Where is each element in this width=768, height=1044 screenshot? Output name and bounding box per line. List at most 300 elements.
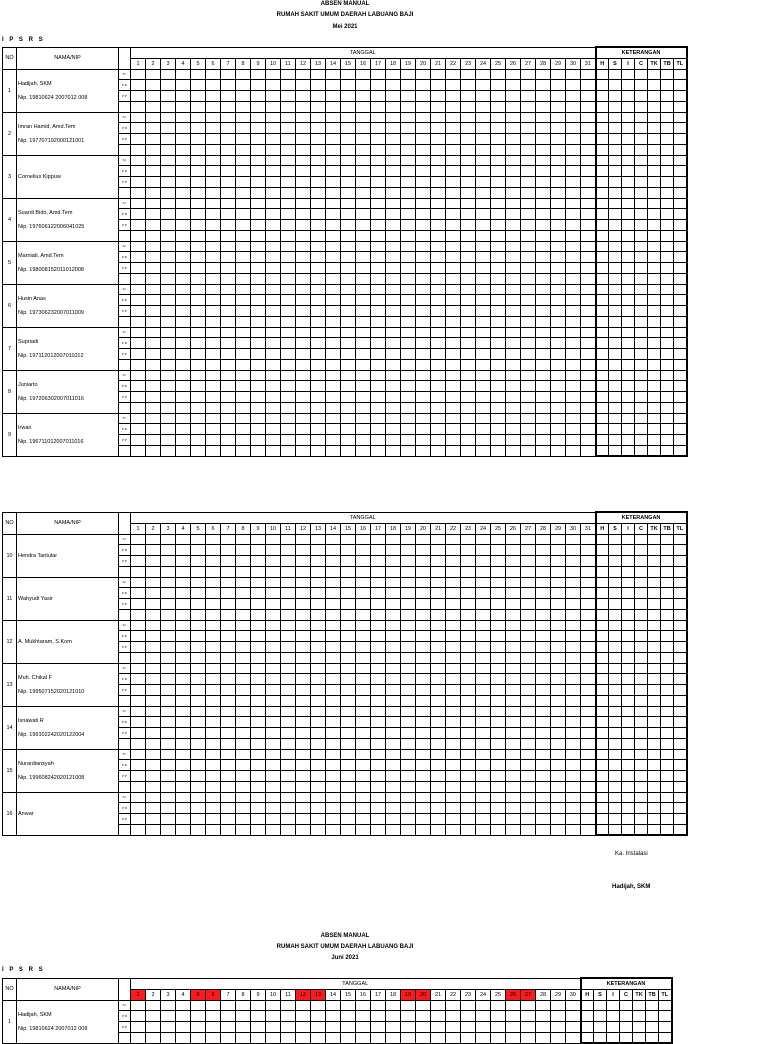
- ket-cell[interactable]: [674, 803, 687, 814]
- attendance-cell[interactable]: [326, 209, 341, 220]
- attendance-cell[interactable]: [476, 306, 491, 317]
- attendance-cell[interactable]: [146, 577, 161, 588]
- ket-cell[interactable]: [674, 327, 687, 338]
- attendance-cell[interactable]: [506, 620, 521, 631]
- attendance-cell[interactable]: [146, 413, 161, 424]
- attendance-cell[interactable]: [266, 349, 281, 360]
- attendance-cell[interactable]: [191, 814, 206, 825]
- attendance-cell[interactable]: [146, 1000, 161, 1011]
- attendance-cell[interactable]: [491, 424, 506, 435]
- ket-cell[interactable]: [648, 338, 661, 349]
- ket-cell[interactable]: [635, 652, 648, 663]
- attendance-cell[interactable]: [221, 155, 236, 166]
- attendance-cell[interactable]: [311, 144, 326, 155]
- attendance-cell[interactable]: [341, 295, 356, 306]
- ket-cell[interactable]: [596, 370, 609, 381]
- ket-cell[interactable]: [609, 241, 622, 252]
- attendance-cell[interactable]: [296, 155, 311, 166]
- ket-cell[interactable]: [674, 381, 687, 392]
- attendance-cell[interactable]: [386, 534, 401, 545]
- ket-cell[interactable]: [674, 273, 687, 284]
- attendance-cell[interactable]: [236, 273, 251, 284]
- attendance-cell[interactable]: [566, 599, 581, 610]
- attendance-cell[interactable]: [401, 402, 416, 413]
- attendance-cell[interactable]: [461, 198, 476, 209]
- attendance-cell[interactable]: [446, 263, 461, 274]
- attendance-cell[interactable]: [491, 824, 506, 835]
- ket-cell[interactable]: [635, 134, 648, 145]
- attendance-cell[interactable]: [236, 187, 251, 198]
- attendance-cell[interactable]: [236, 824, 251, 835]
- attendance-cell[interactable]: [491, 631, 506, 642]
- attendance-cell[interactable]: [356, 155, 371, 166]
- attendance-cell[interactable]: [341, 316, 356, 327]
- attendance-cell[interactable]: [266, 566, 281, 577]
- attendance-cell[interactable]: [461, 252, 476, 263]
- attendance-cell[interactable]: [161, 187, 176, 198]
- attendance-cell[interactable]: [521, 803, 536, 814]
- ket-cell[interactable]: [596, 814, 609, 825]
- ket-cell[interactable]: [674, 566, 687, 577]
- attendance-cell[interactable]: [236, 1000, 251, 1011]
- attendance-cell[interactable]: [311, 284, 326, 295]
- attendance-cell[interactable]: [176, 609, 191, 620]
- attendance-cell[interactable]: [296, 824, 311, 835]
- ket-cell[interactable]: [596, 306, 609, 317]
- attendance-cell[interactable]: [431, 781, 446, 792]
- attendance-cell[interactable]: [431, 760, 446, 771]
- attendance-cell[interactable]: [131, 728, 146, 739]
- ket-cell[interactable]: [648, 101, 661, 112]
- attendance-cell[interactable]: [251, 370, 266, 381]
- attendance-cell[interactable]: [416, 1011, 431, 1022]
- attendance-cell[interactable]: [221, 370, 236, 381]
- ket-cell[interactable]: [648, 738, 661, 749]
- attendance-cell[interactable]: [191, 1022, 206, 1033]
- attendance-cell[interactable]: [506, 327, 521, 338]
- attendance-cell[interactable]: [296, 101, 311, 112]
- attendance-cell[interactable]: [236, 402, 251, 413]
- attendance-cell[interactable]: [176, 556, 191, 567]
- ket-cell[interactable]: [609, 370, 622, 381]
- attendance-cell[interactable]: [131, 620, 146, 631]
- attendance-cell[interactable]: [326, 327, 341, 338]
- attendance-cell[interactable]: [221, 252, 236, 263]
- attendance-cell[interactable]: [131, 252, 146, 263]
- attendance-cell[interactable]: [581, 241, 596, 252]
- attendance-cell[interactable]: [341, 620, 356, 631]
- attendance-cell[interactable]: [146, 241, 161, 252]
- attendance-cell[interactable]: [266, 241, 281, 252]
- attendance-cell[interactable]: [566, 359, 581, 370]
- attendance-cell[interactable]: [566, 316, 581, 327]
- attendance-cell[interactable]: [266, 1011, 281, 1022]
- attendance-cell[interactable]: [536, 588, 551, 599]
- attendance-cell[interactable]: [536, 220, 551, 231]
- attendance-cell[interactable]: [311, 685, 326, 696]
- ket-cell[interactable]: [596, 123, 609, 134]
- attendance-cell[interactable]: [266, 577, 281, 588]
- attendance-cell[interactable]: [401, 695, 416, 706]
- attendance-cell[interactable]: [341, 760, 356, 771]
- attendance-cell[interactable]: [221, 359, 236, 370]
- ket-cell[interactable]: [596, 577, 609, 588]
- ket-cell[interactable]: [609, 781, 622, 792]
- attendance-cell[interactable]: [521, 738, 536, 749]
- ket-cell[interactable]: [661, 144, 674, 155]
- attendance-cell[interactable]: [176, 1022, 191, 1033]
- attendance-cell[interactable]: [176, 792, 191, 803]
- attendance-cell[interactable]: [146, 803, 161, 814]
- attendance-cell[interactable]: [161, 1000, 176, 1011]
- attendance-cell[interactable]: [296, 381, 311, 392]
- attendance-cell[interactable]: [266, 370, 281, 381]
- attendance-cell[interactable]: [236, 381, 251, 392]
- attendance-cell[interactable]: [371, 674, 386, 685]
- ket-cell[interactable]: [622, 402, 635, 413]
- attendance-cell[interactable]: [311, 209, 326, 220]
- attendance-cell[interactable]: [461, 123, 476, 134]
- attendance-cell[interactable]: [296, 803, 311, 814]
- ket-cell[interactable]: [622, 792, 635, 803]
- attendance-cell[interactable]: [161, 663, 176, 674]
- attendance-cell[interactable]: [341, 220, 356, 231]
- attendance-cell[interactable]: [176, 306, 191, 317]
- ket-cell[interactable]: [635, 144, 648, 155]
- attendance-cell[interactable]: [266, 609, 281, 620]
- ket-cell[interactable]: [622, 738, 635, 749]
- attendance-cell[interactable]: [281, 273, 296, 284]
- attendance-cell[interactable]: [251, 717, 266, 728]
- ket-cell[interactable]: [674, 316, 687, 327]
- attendance-cell[interactable]: [251, 814, 266, 825]
- attendance-cell[interactable]: [506, 101, 521, 112]
- attendance-cell[interactable]: [566, 445, 581, 456]
- attendance-cell[interactable]: [431, 652, 446, 663]
- ket-cell[interactable]: [661, 424, 674, 435]
- attendance-cell[interactable]: [221, 706, 236, 717]
- attendance-cell[interactable]: [581, 155, 596, 166]
- attendance-cell[interactable]: [356, 413, 371, 424]
- attendance-cell[interactable]: [521, 306, 536, 317]
- attendance-cell[interactable]: [371, 177, 386, 188]
- ket-cell[interactable]: [661, 674, 674, 685]
- attendance-cell[interactable]: [431, 306, 446, 317]
- ket-cell[interactable]: [609, 209, 622, 220]
- attendance-cell[interactable]: [206, 134, 221, 145]
- attendance-cell[interactable]: [581, 588, 596, 599]
- attendance-cell[interactable]: [371, 91, 386, 102]
- ket-cell[interactable]: [648, 402, 661, 413]
- attendance-cell[interactable]: [446, 424, 461, 435]
- attendance-cell[interactable]: [491, 101, 506, 112]
- ket-cell[interactable]: [674, 588, 687, 599]
- attendance-cell[interactable]: [221, 1000, 236, 1011]
- attendance-cell[interactable]: [401, 685, 416, 696]
- attendance-cell[interactable]: [326, 370, 341, 381]
- attendance-cell[interactable]: [371, 706, 386, 717]
- ket-cell[interactable]: [661, 706, 674, 717]
- attendance-cell[interactable]: [446, 588, 461, 599]
- attendance-cell[interactable]: [296, 685, 311, 696]
- ket-cell[interactable]: [661, 534, 674, 545]
- ket-cell[interactable]: [609, 663, 622, 674]
- ket-cell[interactable]: [648, 359, 661, 370]
- attendance-cell[interactable]: [536, 413, 551, 424]
- ket-cell[interactable]: [661, 545, 674, 556]
- attendance-cell[interactable]: [566, 187, 581, 198]
- attendance-cell[interactable]: [146, 349, 161, 360]
- attendance-cell[interactable]: [491, 738, 506, 749]
- attendance-cell[interactable]: [461, 1011, 476, 1022]
- attendance-cell[interactable]: [401, 642, 416, 653]
- attendance-cell[interactable]: [536, 112, 551, 123]
- attendance-cell[interactable]: [476, 381, 491, 392]
- ket-cell[interactable]: [609, 435, 622, 446]
- attendance-cell[interactable]: [506, 209, 521, 220]
- attendance-cell[interactable]: [311, 771, 326, 782]
- attendance-cell[interactable]: [461, 349, 476, 360]
- attendance-cell[interactable]: [221, 814, 236, 825]
- attendance-cell[interactable]: [461, 144, 476, 155]
- ket-cell[interactable]: [609, 177, 622, 188]
- attendance-cell[interactable]: [431, 728, 446, 739]
- attendance-cell[interactable]: [176, 80, 191, 91]
- attendance-cell[interactable]: [506, 91, 521, 102]
- attendance-cell[interactable]: [221, 695, 236, 706]
- attendance-cell[interactable]: [236, 792, 251, 803]
- attendance-cell[interactable]: [311, 577, 326, 588]
- attendance-cell[interactable]: [401, 771, 416, 782]
- attendance-cell[interactable]: [581, 220, 596, 231]
- ket-cell[interactable]: [674, 91, 687, 102]
- ket-cell[interactable]: [609, 588, 622, 599]
- attendance-cell[interactable]: [491, 284, 506, 295]
- attendance-cell[interactable]: [401, 144, 416, 155]
- attendance-cell[interactable]: [566, 252, 581, 263]
- attendance-cell[interactable]: [176, 566, 191, 577]
- attendance-cell[interactable]: [461, 728, 476, 739]
- ket-cell[interactable]: [633, 1022, 646, 1033]
- attendance-cell[interactable]: [131, 381, 146, 392]
- ket-cell[interactable]: [596, 652, 609, 663]
- attendance-cell[interactable]: [266, 209, 281, 220]
- attendance-cell[interactable]: [176, 123, 191, 134]
- attendance-cell[interactable]: [281, 134, 296, 145]
- attendance-cell[interactable]: [356, 338, 371, 349]
- attendance-cell[interactable]: [581, 80, 596, 91]
- ket-cell[interactable]: [648, 771, 661, 782]
- attendance-cell[interactable]: [416, 566, 431, 577]
- attendance-cell[interactable]: [296, 220, 311, 231]
- ket-cell[interactable]: [596, 545, 609, 556]
- attendance-cell[interactable]: [566, 209, 581, 220]
- ket-cell[interactable]: [609, 392, 622, 403]
- attendance-cell[interactable]: [536, 609, 551, 620]
- attendance-cell[interactable]: [146, 674, 161, 685]
- attendance-cell[interactable]: [536, 198, 551, 209]
- ket-cell[interactable]: [648, 803, 661, 814]
- attendance-cell[interactable]: [431, 263, 446, 274]
- attendance-cell[interactable]: [266, 273, 281, 284]
- attendance-cell[interactable]: [206, 781, 221, 792]
- attendance-cell[interactable]: [401, 814, 416, 825]
- attendance-cell[interactable]: [356, 359, 371, 370]
- attendance-cell[interactable]: [416, 1032, 431, 1043]
- attendance-cell[interactable]: [536, 349, 551, 360]
- attendance-cell[interactable]: [551, 306, 566, 317]
- attendance-cell[interactable]: [356, 435, 371, 446]
- attendance-cell[interactable]: [581, 599, 596, 610]
- attendance-cell[interactable]: [326, 316, 341, 327]
- attendance-cell[interactable]: [581, 771, 596, 782]
- attendance-cell[interactable]: [431, 642, 446, 653]
- attendance-cell[interactable]: [251, 327, 266, 338]
- attendance-cell[interactable]: [551, 349, 566, 360]
- attendance-cell[interactable]: [476, 435, 491, 446]
- attendance-cell[interactable]: [311, 359, 326, 370]
- attendance-cell[interactable]: [401, 1032, 416, 1043]
- attendance-cell[interactable]: [236, 316, 251, 327]
- ket-cell[interactable]: [661, 402, 674, 413]
- attendance-cell[interactable]: [566, 230, 581, 241]
- attendance-cell[interactable]: [221, 1022, 236, 1033]
- attendance-cell[interactable]: [326, 392, 341, 403]
- attendance-cell[interactable]: [506, 663, 521, 674]
- attendance-cell[interactable]: [581, 760, 596, 771]
- attendance-cell[interactable]: [206, 381, 221, 392]
- attendance-cell[interactable]: [506, 1032, 521, 1043]
- ket-cell[interactable]: [648, 144, 661, 155]
- attendance-cell[interactable]: [266, 134, 281, 145]
- ket-cell[interactable]: [648, 588, 661, 599]
- attendance-cell[interactable]: [326, 155, 341, 166]
- attendance-cell[interactable]: [491, 187, 506, 198]
- attendance-cell[interactable]: [446, 631, 461, 642]
- attendance-cell[interactable]: [446, 241, 461, 252]
- attendance-cell[interactable]: [176, 338, 191, 349]
- attendance-cell[interactable]: [326, 435, 341, 446]
- attendance-cell[interactable]: [221, 316, 236, 327]
- attendance-cell[interactable]: [506, 728, 521, 739]
- attendance-cell[interactable]: [206, 123, 221, 134]
- attendance-cell[interactable]: [431, 545, 446, 556]
- attendance-cell[interactable]: [521, 728, 536, 739]
- attendance-cell[interactable]: [536, 338, 551, 349]
- attendance-cell[interactable]: [461, 620, 476, 631]
- attendance-cell[interactable]: [461, 588, 476, 599]
- attendance-cell[interactable]: [221, 134, 236, 145]
- ket-cell[interactable]: [648, 123, 661, 134]
- attendance-cell[interactable]: [326, 781, 341, 792]
- ket-cell[interactable]: [648, 760, 661, 771]
- attendance-cell[interactable]: [191, 792, 206, 803]
- attendance-cell[interactable]: [416, 706, 431, 717]
- attendance-cell[interactable]: [161, 241, 176, 252]
- ket-cell[interactable]: [635, 534, 648, 545]
- ket-cell[interactable]: [635, 220, 648, 231]
- ket-cell[interactable]: [609, 792, 622, 803]
- attendance-cell[interactable]: [311, 220, 326, 231]
- attendance-cell[interactable]: [521, 327, 536, 338]
- attendance-cell[interactable]: [536, 556, 551, 567]
- attendance-cell[interactable]: [521, 198, 536, 209]
- ket-cell[interactable]: [622, 220, 635, 231]
- ket-cell[interactable]: [609, 803, 622, 814]
- attendance-cell[interactable]: [356, 609, 371, 620]
- attendance-cell[interactable]: [401, 230, 416, 241]
- attendance-cell[interactable]: [431, 155, 446, 166]
- attendance-cell[interactable]: [176, 663, 191, 674]
- attendance-cell[interactable]: [206, 370, 221, 381]
- attendance-cell[interactable]: [566, 609, 581, 620]
- ket-cell[interactable]: [609, 273, 622, 284]
- attendance-cell[interactable]: [416, 652, 431, 663]
- attendance-cell[interactable]: [176, 588, 191, 599]
- attendance-cell[interactable]: [281, 445, 296, 456]
- attendance-cell[interactable]: [491, 599, 506, 610]
- attendance-cell[interactable]: [446, 728, 461, 739]
- attendance-cell[interactable]: [551, 717, 566, 728]
- attendance-cell[interactable]: [431, 316, 446, 327]
- attendance-cell[interactable]: [191, 620, 206, 631]
- attendance-cell[interactable]: [371, 435, 386, 446]
- attendance-cell[interactable]: [371, 263, 386, 274]
- ket-cell[interactable]: [648, 642, 661, 653]
- attendance-cell[interactable]: [386, 177, 401, 188]
- attendance-cell[interactable]: [521, 642, 536, 653]
- attendance-cell[interactable]: [206, 556, 221, 567]
- attendance-cell[interactable]: [266, 359, 281, 370]
- attendance-cell[interactable]: [161, 706, 176, 717]
- attendance-cell[interactable]: [131, 241, 146, 252]
- attendance-cell[interactable]: [386, 349, 401, 360]
- ket-cell[interactable]: [635, 349, 648, 360]
- attendance-cell[interactable]: [491, 295, 506, 306]
- attendance-cell[interactable]: [431, 392, 446, 403]
- attendance-cell[interactable]: [221, 717, 236, 728]
- attendance-cell[interactable]: [146, 284, 161, 295]
- attendance-cell[interactable]: [386, 814, 401, 825]
- attendance-cell[interactable]: [551, 566, 566, 577]
- attendance-cell[interactable]: [461, 80, 476, 91]
- attendance-cell[interactable]: [536, 792, 551, 803]
- ket-cell[interactable]: [674, 824, 687, 835]
- attendance-cell[interactable]: [221, 445, 236, 456]
- attendance-cell[interactable]: [581, 674, 596, 685]
- attendance-cell[interactable]: [311, 738, 326, 749]
- attendance-cell[interactable]: [491, 760, 506, 771]
- attendance-cell[interactable]: [491, 781, 506, 792]
- attendance-cell[interactable]: [221, 674, 236, 685]
- ket-cell[interactable]: [674, 284, 687, 295]
- attendance-cell[interactable]: [191, 316, 206, 327]
- attendance-cell[interactable]: [266, 252, 281, 263]
- ket-cell[interactable]: [661, 728, 674, 739]
- ket-cell[interactable]: [674, 230, 687, 241]
- attendance-cell[interactable]: [476, 652, 491, 663]
- attendance-cell[interactable]: [341, 642, 356, 653]
- attendance-cell[interactable]: [296, 631, 311, 642]
- attendance-cell[interactable]: [326, 284, 341, 295]
- attendance-cell[interactable]: [431, 241, 446, 252]
- attendance-cell[interactable]: [401, 381, 416, 392]
- attendance-cell[interactable]: [431, 80, 446, 91]
- attendance-cell[interactable]: [251, 91, 266, 102]
- attendance-cell[interactable]: [146, 760, 161, 771]
- attendance-cell[interactable]: [311, 91, 326, 102]
- attendance-cell[interactable]: [506, 220, 521, 231]
